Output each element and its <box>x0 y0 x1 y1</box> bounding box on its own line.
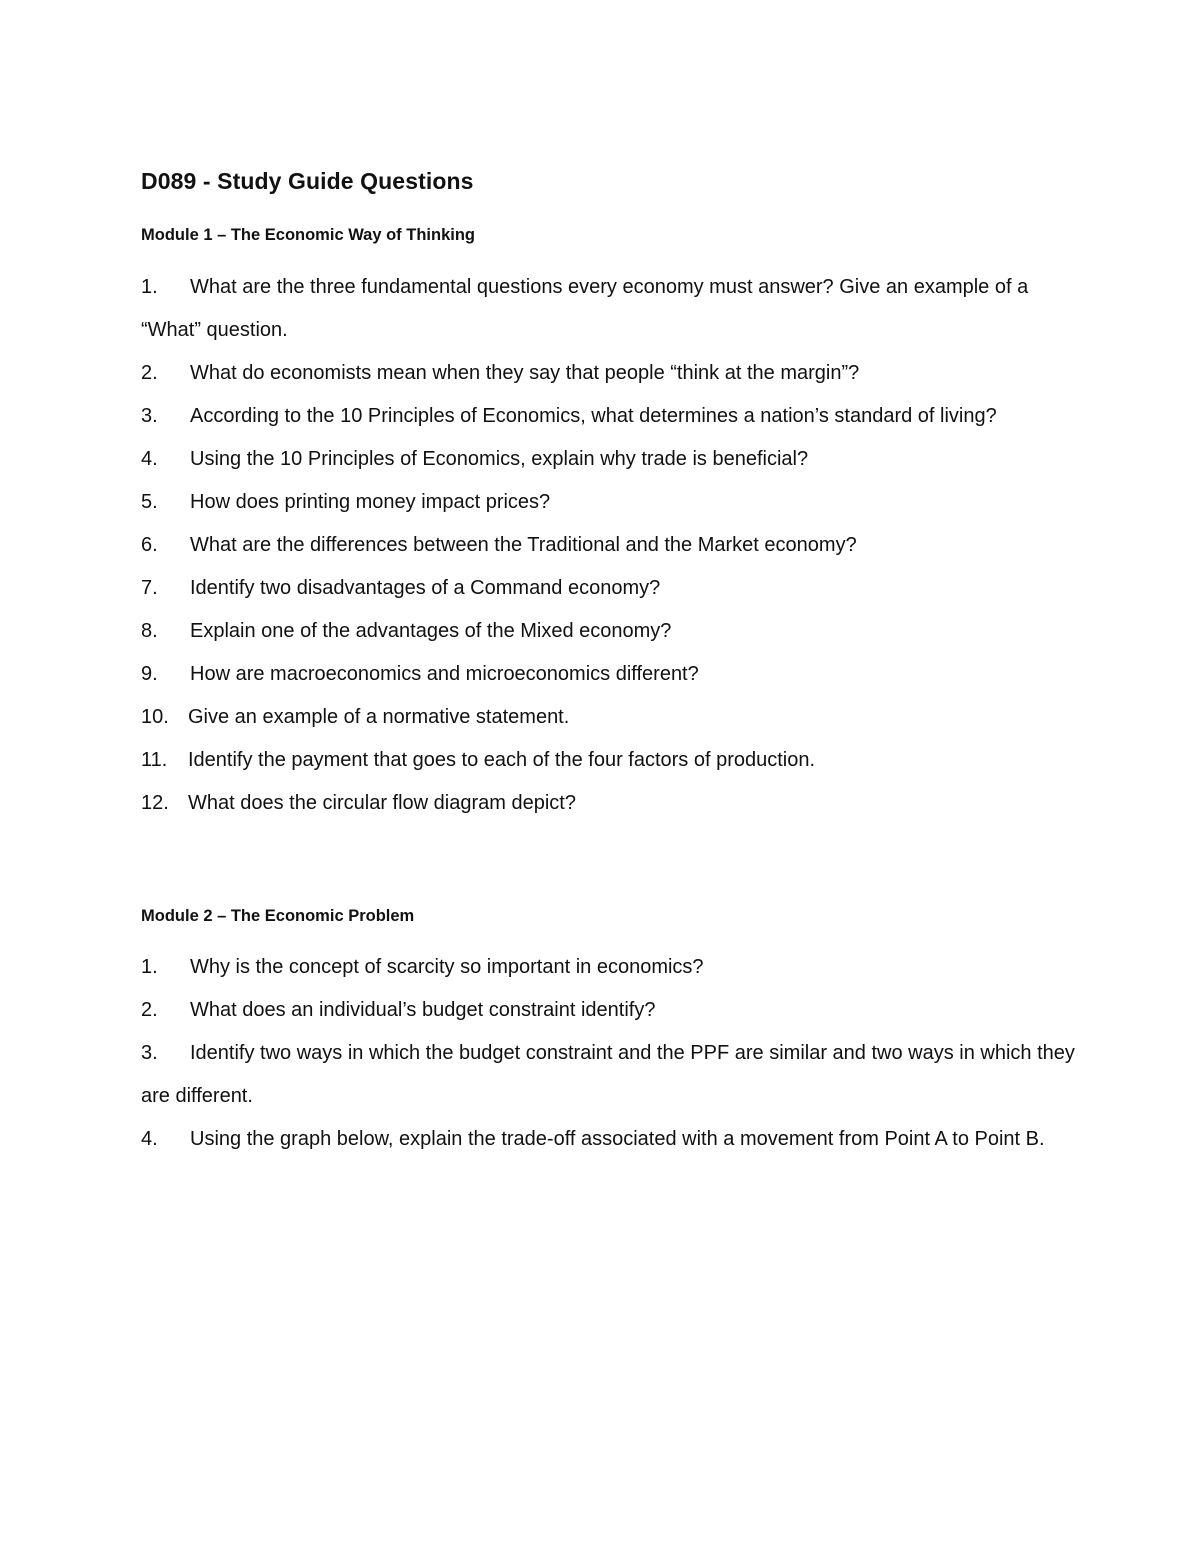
question-item <box>141 653 1081 696</box>
question-number: 2. <box>141 362 158 384</box>
question-text: What does an individual’s budget constraint identify? <box>190 999 656 1021</box>
question-text: What does the circular flow diagram depict? <box>188 792 576 814</box>
question-number: 4. <box>141 448 158 470</box>
question-item <box>141 438 1081 481</box>
question-text: Explain one of the advantages of the Mixed economy? <box>190 620 672 642</box>
question-item <box>141 1032 1081 1118</box>
question-item <box>141 1118 1081 1161</box>
question-text: Identify two ways in which the budget constraint and the PPF are similar and two ways in which they are different. <box>141 1042 1075 1107</box>
question-text: Give an example of a normative statement. <box>188 706 570 728</box>
question-text: What are the differences between the Traditional and the Market economy? <box>190 534 857 556</box>
question-item <box>141 266 1081 352</box>
question-number: 3. <box>141 1042 158 1064</box>
question-item <box>141 696 1081 739</box>
question-number: 3. <box>141 405 158 427</box>
question-item <box>141 352 1081 395</box>
question-text: What do economists mean when they say that people “think at the margin”? <box>190 362 860 384</box>
module-1-heading: Module 1 – The Economic Way of Thinking <box>141 226 475 244</box>
question-text: Using the graph below, explain the trade-off associated with a movement from Point A to Point B. <box>190 1128 1045 1150</box>
question-item <box>141 524 1081 567</box>
question-number: 5. <box>141 491 158 513</box>
question-text: Identify two disadvantages of a Command economy? <box>190 577 661 599</box>
question-text: How does printing money impact prices? <box>190 491 551 513</box>
question-text: How are macroeconomics and microeconomics different? <box>190 663 699 685</box>
question-text: According to the 10 Principles of Economics, what determines a nation’s standard of living? <box>190 405 997 427</box>
question-item <box>141 989 1081 1032</box>
question-text: Why is the concept of scarcity so important in economics? <box>190 956 704 978</box>
question-number: 2. <box>141 999 158 1021</box>
module-1-question-list <box>141 266 1081 825</box>
question-item <box>141 739 1081 782</box>
question-item <box>141 395 1081 438</box>
question-number: 11. <box>141 749 168 771</box>
question-number: 1. <box>141 956 158 978</box>
question-number: 8. <box>141 620 158 642</box>
question-item <box>141 782 1081 825</box>
question-number: 6. <box>141 534 158 556</box>
question-number: 1. <box>141 276 158 298</box>
question-number: 7. <box>141 577 158 599</box>
question-number: 10. <box>141 706 169 728</box>
question-text: Identify the payment that goes to each of the four factors of production. <box>188 749 816 771</box>
module-2-question-list <box>141 946 1081 1161</box>
question-text: Using the 10 Principles of Economics, explain why trade is beneficial? <box>190 448 809 470</box>
question-item <box>141 610 1081 653</box>
question-number: 4. <box>141 1128 158 1150</box>
question-item <box>141 567 1081 610</box>
document-title: D089 - Study Guide Questions <box>141 168 474 194</box>
question-number: 9. <box>141 663 158 685</box>
question-item <box>141 946 1081 989</box>
module-2-heading: Module 2 – The Economic Problem <box>141 907 415 925</box>
question-number: 12. <box>141 792 169 814</box>
question-text: What are the three fundamental questions every economy must answer? Give an example of a “What” question. <box>141 276 1029 341</box>
question-item <box>141 481 1081 524</box>
